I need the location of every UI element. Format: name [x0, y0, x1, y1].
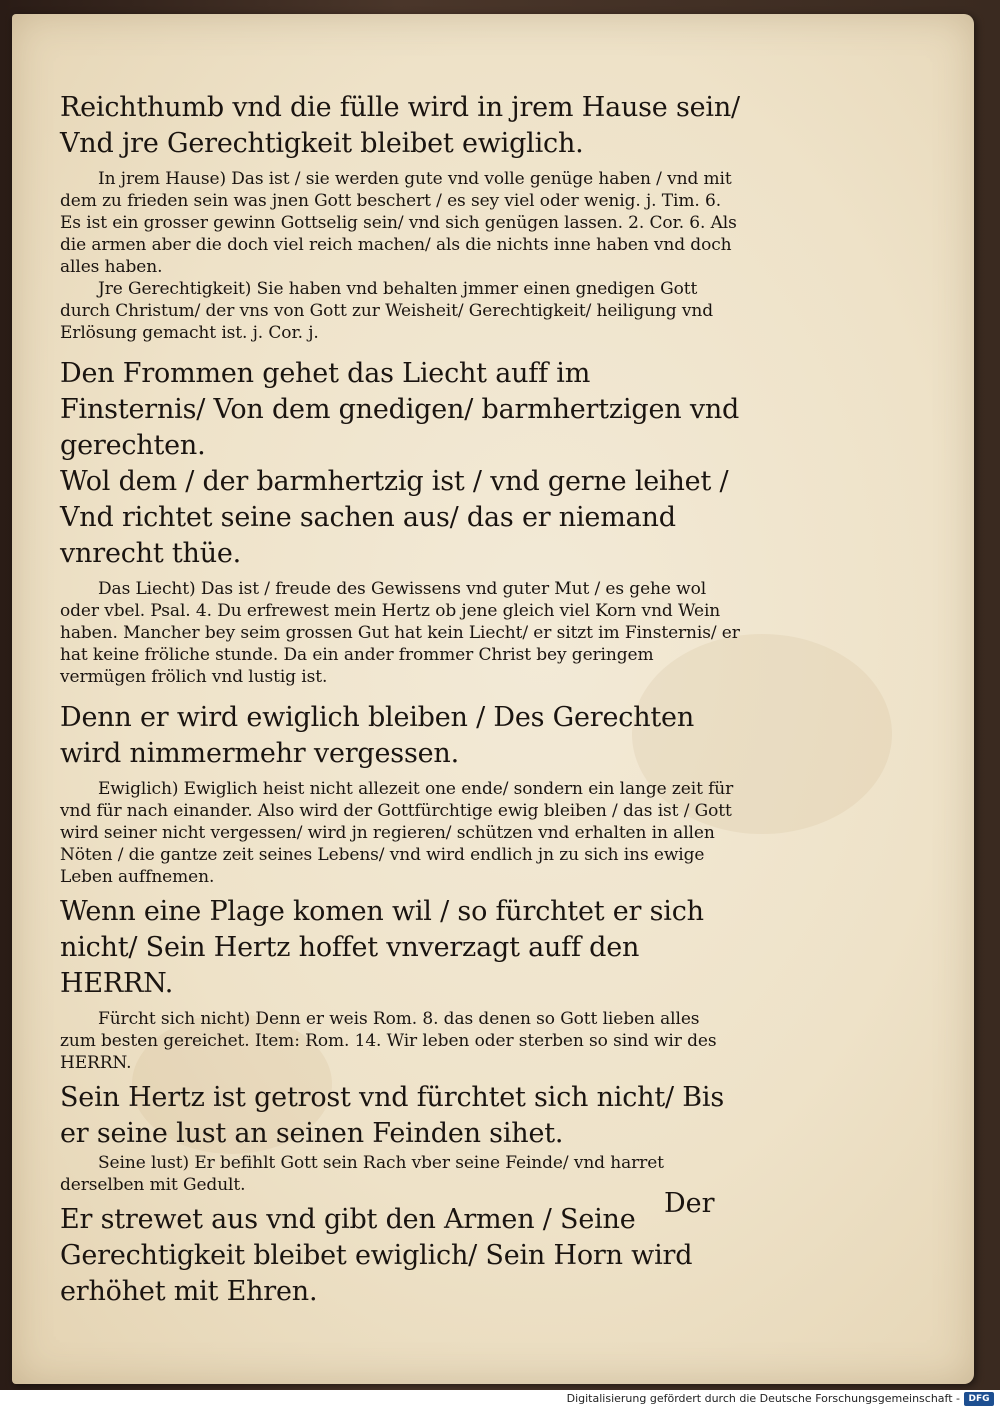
- gloss-4: Ewiglich) Ewiglich heist nicht allezeit one ende/ sondern ein lange zeit für vnd für nach einander. Also wird der Gottfürchtige ewig bleiben / das ist / Gott wird seiner nicht vergessen/ wird jn regieren/ schützen vnd erhalten in allen Nöten / die gantze zeit seines Lebens/ vnd wird endlich jn zu sich ins ewige Leben auffnemen.: [60, 779, 734, 887]
- verse-3: Wol dem / der barmhertzig ist / vnd gerne leihet / Vnd richtet seine sachen aus/ das er niemand vnrecht thüe.: [60, 466, 729, 569]
- verse-2: Den Frommen gehet das Liecht auff im Finsternis/ Von dem gnedigen/ barmhertzigen vnd gerechten.: [60, 358, 740, 461]
- gloss-3: Das Liecht) Das ist / freude des Gewissens vnd guter Mut / es gehe wol oder vbel. Psal. 4. Du erfrewest mein Hertz ob jene gleich viel Korn vnd Wein haben. Mancher bey seim grossen Gut hat kein Liecht/ er sitzt im Finsternis/ er hat keine fröliche stunde. Da ein ander frommer Christ bey geringem vermügen frölich vnd lustig ist.: [60, 579, 740, 687]
- verse-6: Sein Hertz ist getrost vnd fürchtet sich nicht/ Bis er seine lust an seinen Feinden sihet.: [60, 1082, 725, 1149]
- verse-7: Er strewet aus vnd gibt den Armen / Seine Gerechtigkeit bleibet ewiglich/ Sein Horn wird erhöhet mit Ehren.: [60, 1204, 693, 1307]
- gloss-1: In jrem Hause) Das ist / sie werden gute vnd volle genüge haben / vnd mit dem zu frieden sein was jnen Gott beschert / es sey viel oder wenig. j. Tim. 6. Es ist ein grosser gewinn Gottselig sein/ vnd sich genügen lassen. 2. Cor. 6. Als die armen aber die doch viel reich machen/ als die nichts inne haben vnd doch alles haben.: [60, 169, 737, 277]
- catchword: Der: [664, 1188, 715, 1219]
- gloss-6: Seine lust) Er befihlt Gott sein Rach vber seine Feinde/ vnd harret derselben mit Gedult.: [60, 1153, 664, 1195]
- gloss-5: Fürcht sich nicht) Denn er weis Rom. 8. das denen so Gott lieben alles zum besten gereichet. Item: Rom. 14. Wir leben oder sterben so sind wir des HERRN.: [60, 1009, 717, 1073]
- page-text: [60, 90, 740, 1310]
- dfg-logo: DFG: [964, 1392, 994, 1406]
- funding-credit: Digitalisierung gefördert durch die Deutsche Forschungsgemeinschaft -: [566, 1392, 960, 1405]
- verse-5: Wenn eine Plage komen wil / so fürchtet er sich nicht/ Sein Hertz hoffet vnverzagt auff den HERRN.: [60, 896, 704, 999]
- gloss-2: Jre Gerechtigkeit) Sie haben vnd behalten jmmer einen gnedigen Gott durch Christum/ der vns von Gott zur Weisheit/ Gerechtigkeit/ heiligung vnd Erlösung gemacht ist. j. Cor. j.: [60, 279, 714, 343]
- verse-1: Reichthumb vnd die fülle wird in jrem Hause sein/ Vnd jre Gerechtigkeit bleibet ewiglich.: [60, 92, 740, 159]
- verse-4: Denn er wird ewiglich bleiben / Des Gerechten wird nimmermehr vergessen.: [60, 702, 695, 769]
- footer-bar: [0, 1390, 1000, 1409]
